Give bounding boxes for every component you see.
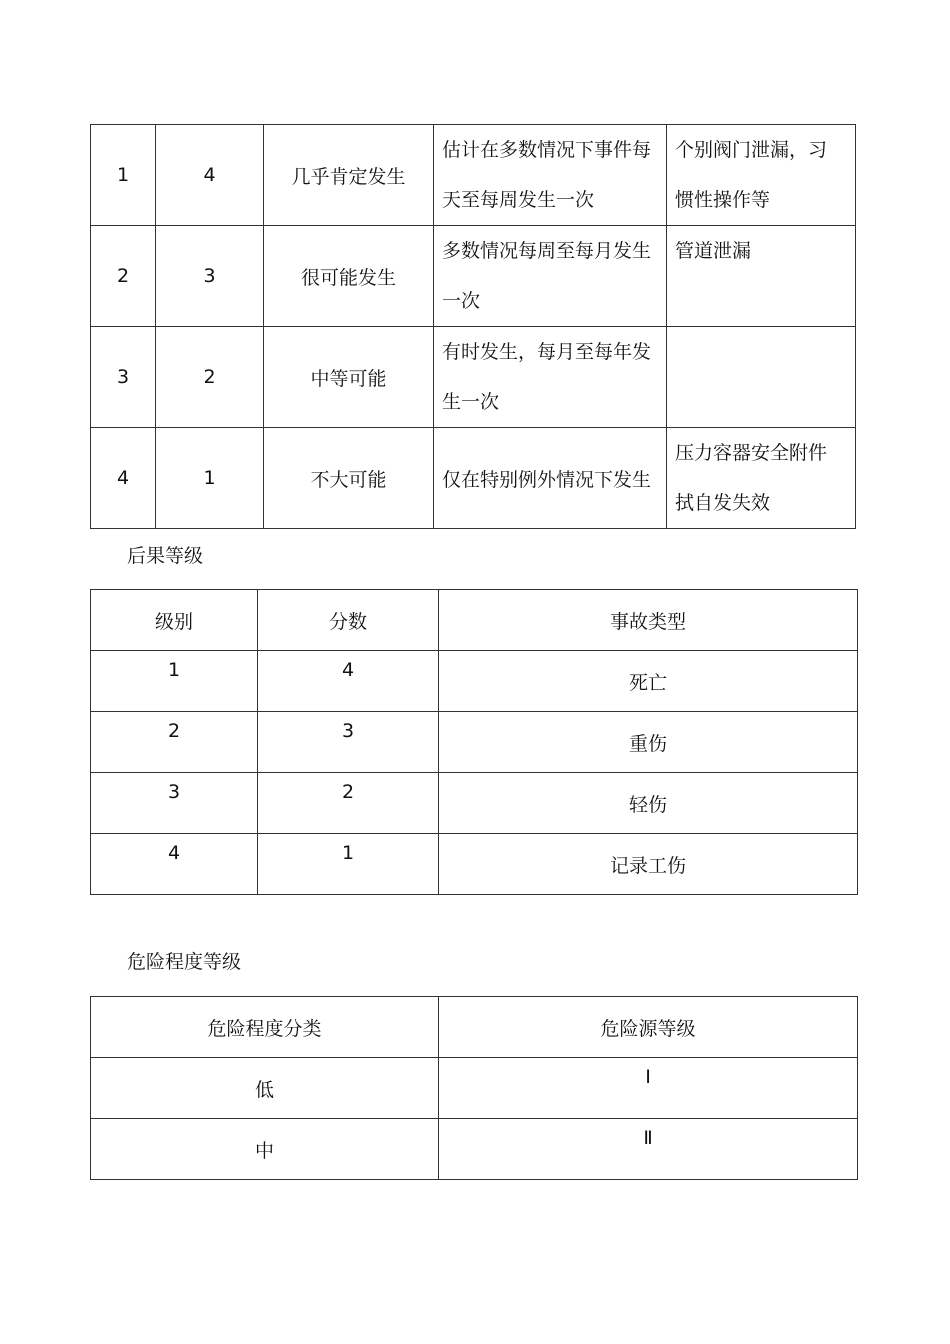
description-cell: 多数情况每周至每月发生 一次 — [434, 226, 667, 327]
consequence-heading: 后果等级 — [127, 545, 204, 567]
table-row — [91, 125, 856, 226]
header-level: 级别 — [91, 590, 258, 651]
likelihood-name-cell: 不大可能 — [264, 428, 434, 529]
likelihood-name-cell: 几乎肯定发生 — [264, 125, 434, 226]
table-row — [91, 226, 856, 327]
example-cell: 压力容器安全附件 拭自发失效 — [667, 428, 856, 529]
danger-category-cell: 低 — [91, 1058, 439, 1119]
likelihood-name-cell: 中等可能 — [264, 327, 434, 428]
danger-category-cell: 中 — [91, 1119, 439, 1180]
example-cell: 管道泄漏 — [667, 226, 856, 327]
score-cell: 4 — [156, 125, 264, 226]
level-cell: 1 — [91, 651, 258, 712]
table-row — [91, 327, 856, 428]
level-cell: 4 — [91, 834, 258, 895]
table-row — [91, 834, 858, 895]
likelihood-name-cell: 很可能发生 — [264, 226, 434, 327]
score-cell: 2 — [258, 773, 439, 834]
table-row — [91, 428, 856, 529]
score-cell: 3 — [156, 226, 264, 327]
score-cell: 1 — [156, 428, 264, 529]
accident-type-cell: 死亡 — [439, 651, 858, 712]
example-cell: 个别阀门泄漏，习 惯性操作等 — [667, 125, 856, 226]
header-score: 分数 — [258, 590, 439, 651]
table-header-row — [91, 997, 858, 1058]
header-accident-type: 事故类型 — [439, 590, 858, 651]
table-row — [91, 1058, 858, 1119]
accident-type-cell: 轻伤 — [439, 773, 858, 834]
example-cell — [667, 327, 856, 428]
table-header-row — [91, 590, 858, 651]
description-cell: 有时发生，每月至每年发 生一次 — [434, 327, 667, 428]
table-row — [91, 773, 858, 834]
header-hazard-grade: 危险源等级 — [439, 997, 858, 1058]
level-cell: 2 — [91, 712, 258, 773]
level-cell: 3 — [91, 327, 156, 428]
score-cell: 1 — [258, 834, 439, 895]
description-cell: 估计在多数情况下事件每 天至每周发生一次 — [434, 125, 667, 226]
danger-level-table — [90, 996, 858, 1180]
accident-type-cell: 记录工伤 — [439, 834, 858, 895]
accident-type-cell: 重伤 — [439, 712, 858, 773]
hazard-grade-cell: Ⅰ — [439, 1058, 858, 1119]
description-cell: 仅在特别例外情况下发生 — [434, 428, 667, 529]
danger-level-heading: 危险程度等级 — [127, 951, 242, 973]
score-cell: 4 — [258, 651, 439, 712]
table-row — [91, 651, 858, 712]
header-danger-category: 危险程度分类 — [91, 997, 439, 1058]
level-cell: 2 — [91, 226, 156, 327]
likelihood-table — [90, 124, 856, 529]
table-row — [91, 712, 858, 773]
level-cell: 1 — [91, 125, 156, 226]
level-cell: 4 — [91, 428, 156, 529]
score-cell: 2 — [156, 327, 264, 428]
hazard-grade-cell: Ⅱ — [439, 1119, 858, 1180]
consequence-table — [90, 589, 858, 895]
table-row — [91, 1119, 858, 1180]
score-cell: 3 — [258, 712, 439, 773]
level-cell: 3 — [91, 773, 258, 834]
